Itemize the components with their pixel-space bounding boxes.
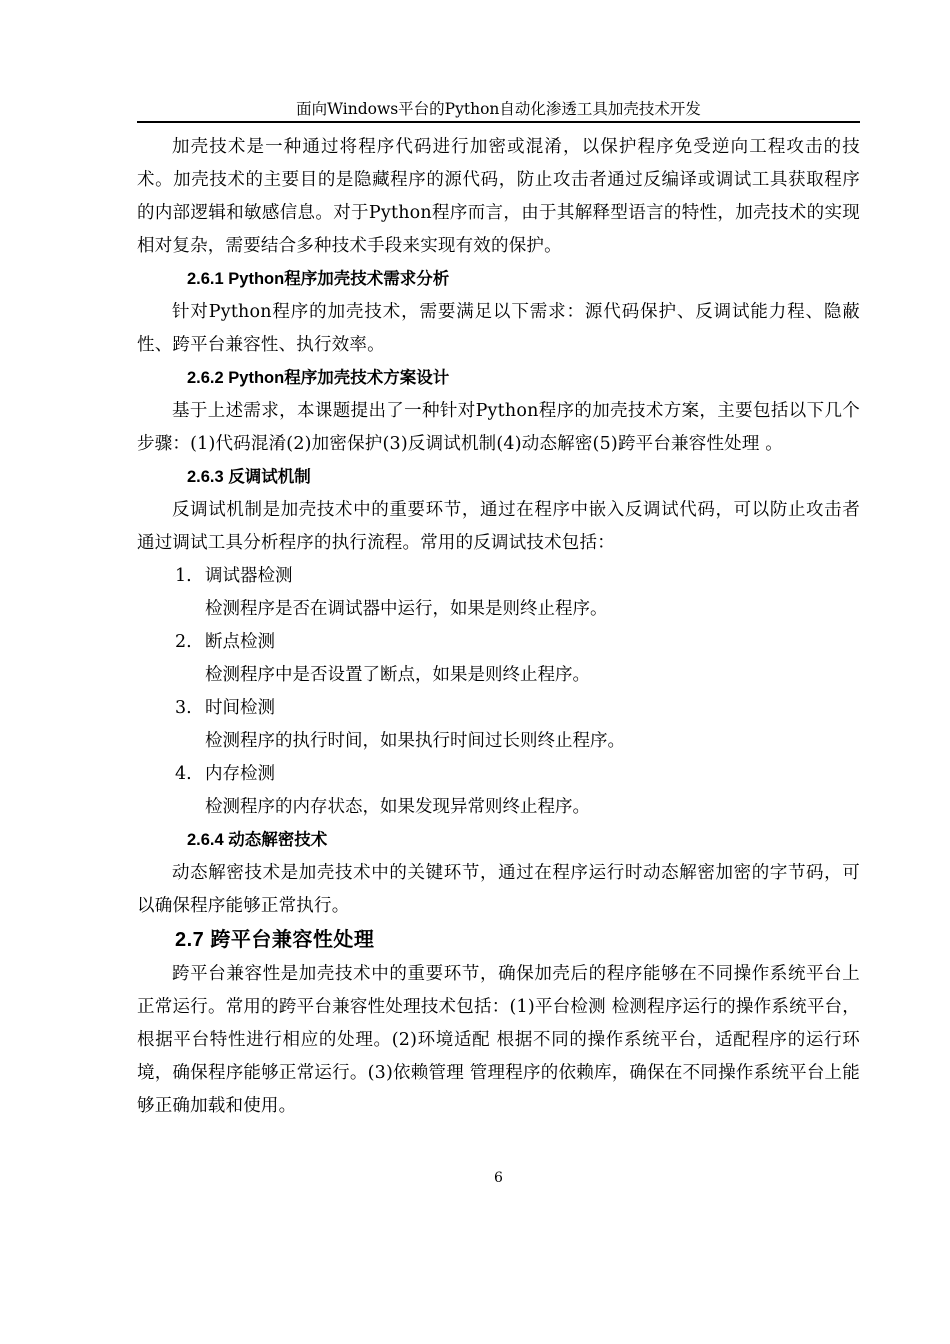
paragraph-2-6-3: 反调试机制是加壳技术中的重要环节，通过在程序中嵌入反调试代码，可以防止攻击者通过调试工具分析程序的执行流程。常用的反调试技术包括：: [137, 500, 860, 553]
page-number: 6: [494, 1170, 503, 1186]
list-item: [137, 758, 860, 791]
list-item: [137, 560, 860, 593]
paragraph-2-6-2: 基于上述需求，本课题提出了一种针对Python程序的加壳技术方案，主要包括以下几个步骤：(1)代码混淆(2)加密保护(3)反调试机制(4)动态解密(5)跨平台兼容性处理 。: [137, 401, 860, 454]
heading-2-6-4: 2.6.4 动态解密技术: [187, 831, 328, 849]
running-header-title: 面向Windows平台的Python自动化渗透工具加壳技术开发: [296, 100, 701, 118]
heading-2-7: 2.7 跨平台兼容性处理: [175, 929, 375, 951]
paragraph-2-6-1: 针对Python程序的加壳技术，需要满足以下需求：源代码保护、反调试能力程、隐蔽性、跨平台兼容性、执行效率。: [137, 302, 860, 355]
list-item-description: 检测程序中是否设置了断点，如果是则终止程序。: [205, 665, 590, 685]
list-item-number: 4.: [175, 764, 192, 784]
paragraph-2-6-4: 动态解密技术是加壳技术中的关键环节，通过在程序运行时动态解密加密的字节码，可以确保程序能够正常执行。: [137, 863, 860, 916]
list-item-number: 3.: [175, 698, 192, 718]
list-item-title: 内存检测: [205, 764, 275, 784]
list-item-title: 时间检测: [205, 698, 275, 718]
header-divider: [137, 121, 860, 123]
list-item-title: 断点检测: [205, 632, 275, 652]
heading-2-6-3: 2.6.3 反调试机制: [187, 468, 311, 486]
list-item-description: 检测程序的执行时间，如果执行时间过长则终止程序。: [205, 731, 625, 751]
list-item: [137, 692, 860, 725]
paragraph-2-7: 跨平台兼容性是加壳技术中的重要环节，确保加壳后的程序能够在不同操作系统平台上正常运行。常用的跨平台兼容性处理技术包括：(1)平台检测 检测程序运行的操作系统平台，根据平台特性进行相应的处理。(2)环境适配 根据不同的操作系统平台，适配程序的运行环境，确保程序能够正常运行。(3)依赖管理 管理程序的依赖库，确保在不同操作系统平台上能够正确加载和使用。: [137, 964, 860, 1116]
list-item-description: 检测程序是否在调试器中运行，如果是则终止程序。: [205, 599, 608, 619]
list-item-number: 1.: [175, 566, 192, 586]
list-item: [137, 626, 860, 659]
list-item-number: 2.: [175, 632, 192, 652]
heading-2-6-1: 2.6.1 Python程序加壳技术需求分析: [187, 270, 450, 288]
heading-2-6-2: 2.6.2 Python程序加壳技术方案设计: [187, 369, 450, 387]
intro-paragraph: 加壳技术是一种通过将程序代码进行加密或混淆，以保护程序免受逆向工程攻击的技术。加壳技术的主要目的是隐藏程序的源代码，防止攻击者通过反编译或调试工具获取程序的内部逻辑和敏感信息。对于Python程序而言，由于其解释型语言的特性，加壳技术的实现相对复杂，需要结合多种技术手段来实现有效的保护。: [137, 137, 860, 256]
list-item-title: 调试器检测: [205, 566, 293, 586]
list-item-description: 检测程序的内存状态，如果发现异常则终止程序。: [205, 797, 590, 817]
document-body: [137, 131, 860, 1123]
